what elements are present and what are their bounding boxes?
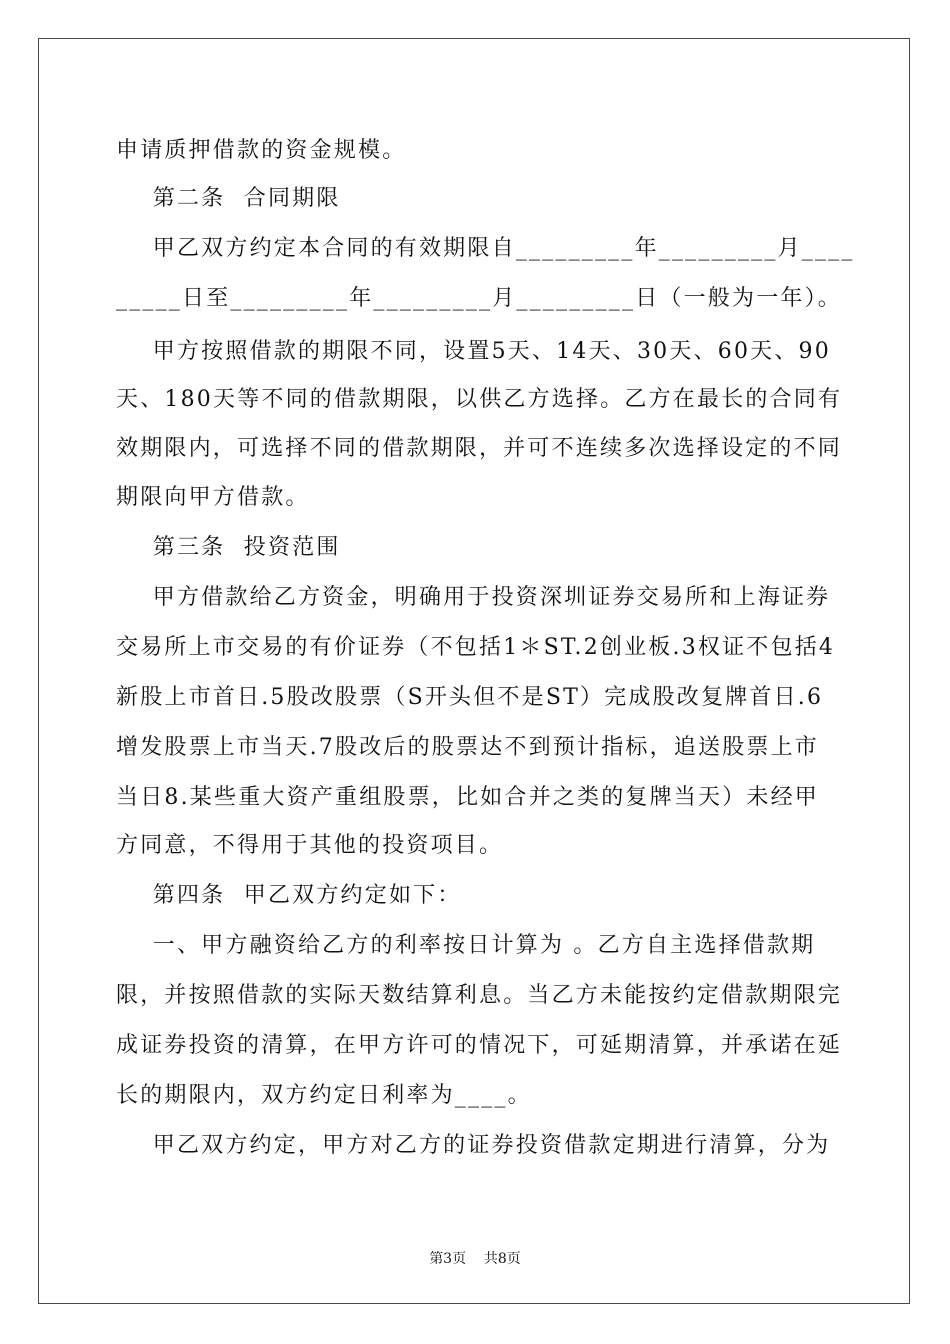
section-heading: 第三条 投资范围 [116,535,341,560]
text-line: 当日8.某些重大资产重组股票，比如合并之类的复牌当天）未经甲 [116,785,819,810]
page-footer: 第3页 共8页 [429,1251,521,1267]
text-line: _____日至_________年_________月_________日（一般为一年）。 [116,286,843,311]
text-line: 甲方按照借款的期限不同，设置5天、14天、30天、60天、90 [116,339,831,364]
section-heading: 第四条 甲乙双方约定如下： [116,883,462,908]
text-line: 期限向甲方借款。 [116,485,310,510]
text-line: 限，并按照借款的实际天数结算利息。当乙方未能按约定借款期限完 [116,983,843,1008]
text-line: 申请质押借款的资金规模。 [116,138,407,163]
text-line: 成证券投资的清算，在甲方许可的情况下，可延期清算，并承诺在延 [116,1033,843,1058]
text-line: 效期限内，可选择不同的借款期限，并可不连续多次选择设定的不同 [116,436,843,461]
text-line: 天、180天等不同的借款期限，以供乙方选择。乙方在最长的合同有 [116,387,843,412]
section-heading: 第二条 合同期限 [116,186,341,211]
text-line: 一、甲方融资给乙方的利率按日计算为 。乙方自主选择借款期 [116,933,816,958]
text-line: 方同意，不得用于其他的投资项目。 [116,833,504,858]
text-line: 增发股票上市当天.7股改后的股票达不到预计指标，追送股票上市 [116,735,819,760]
text-line: 新股上市首日.5股改股票（S开头但不是ST）完成股改复牌首日.6 [116,685,824,710]
text-line: 甲方借款给乙方资金，明确用于投资深圳证券交易所和上海证券 [116,585,831,610]
page-border [38,38,910,1304]
text-line: 甲乙双方约定本合同的有效期限自_________年_________月____ [116,236,855,261]
text-line: 甲乙双方约定，甲方对乙方的证券投资借款定期进行清算，分为 [116,1133,831,1158]
text-line: 交易所上市交易的有价证券（不包括1＊ST.2创业板.3权证不包括4 [116,635,836,660]
text-line: 长的期限内，双方约定日利率为____。 [116,1083,532,1108]
